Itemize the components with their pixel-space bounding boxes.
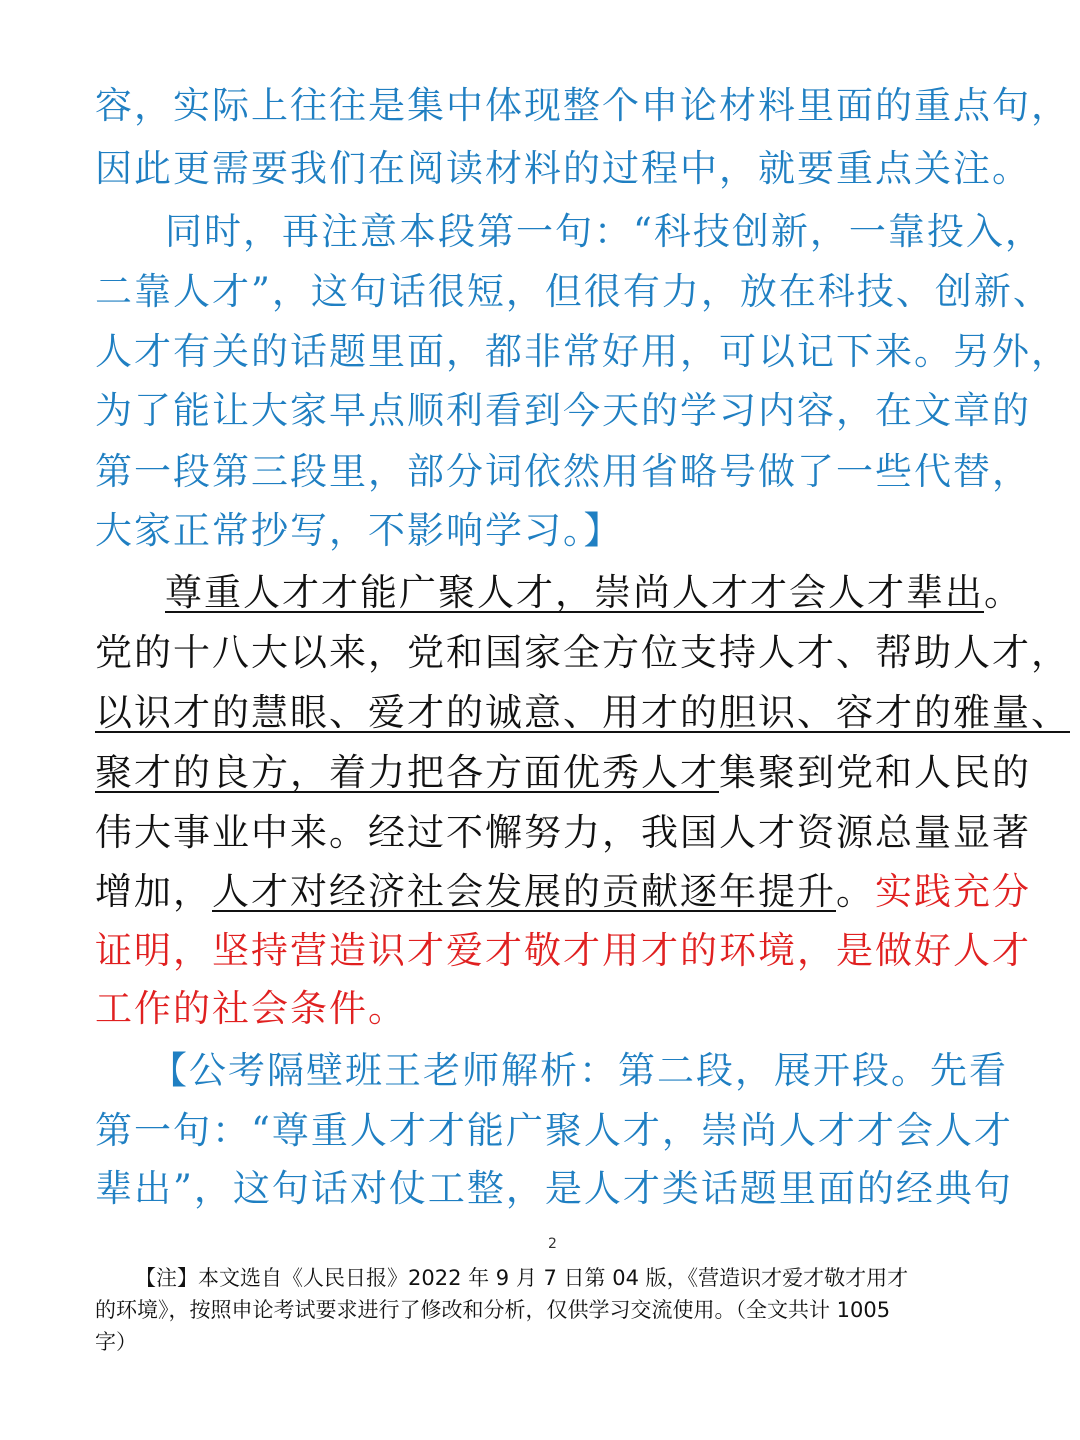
footnote-line: 的环境》，按照申论考试要求进行了修改和分析，仅供学习交流使用。（全文共计 1005: [95, 1298, 891, 1322]
underlined-phrase: 聚才的良方，着力把各方面优秀人才: [95, 751, 719, 794]
analysis-line: 【公考隔壁班王老师解析：第二段，展开段。先看: [150, 1049, 1008, 1092]
highlighted-conclusion: 证明，坚持营造识才爱才敬才用才的环境，是做好人才: [95, 929, 1031, 972]
text-span: 集聚到党和人民的: [719, 751, 1031, 794]
underlined-phrase: 尊重人才才能广聚人才，崇尚人才才会人才辈出: [165, 571, 984, 614]
paragraph-line: 伟大事业中来。经过不懈努力，我国人才资源总量显著: [95, 811, 1031, 854]
text-line: 容，实际上往往是集中体现整个申论材料里面的重点句，: [95, 84, 1070, 127]
punctuation: 。: [984, 571, 1023, 614]
analysis-line: 辈出”，这句话对仗工整，是人才类话题里面的经典句: [95, 1167, 1013, 1210]
highlighted-conclusion: 实践充分: [875, 870, 1031, 913]
text-line: 二靠人才”，这句话很短，但很有力，放在科技、创新、: [95, 270, 1052, 313]
text-line: 因此更需要我们在阅读材料的过程中，就要重点关注。: [95, 147, 1031, 190]
text-line: 同时，再注意本段第一句：“科技创新，一靠投入，: [165, 210, 1044, 253]
paragraph-line: [95, 747, 1031, 799]
footnote-line: 【注】本文选自《人民日报》2022 年 9 月 7 日第 04 版，《营造识才爱才敬才用才: [135, 1266, 909, 1290]
page-number: 2: [548, 1236, 557, 1252]
text-line: 第一段第三段里，部分词依然用省略号做了一些代替，: [95, 450, 1031, 493]
highlighted-conclusion: 工作的社会条件。: [95, 987, 407, 1030]
text-line: 人才有关的话题里面，都非常好用，可以记下来。另外，: [95, 330, 1070, 373]
paragraph-line: 党的十八大以来，党和国家全方位支持人才、帮助人才，: [95, 631, 1070, 674]
paragraph-line: [95, 687, 1070, 739]
text-line: 为了能让大家早点顺利看到今天的学习内容，在文章的: [95, 389, 1031, 432]
underlined-phrase: 以识才的慧眼、爱才的诚意、用才的胆识、容才的雅量、: [95, 691, 1070, 734]
paragraph-line: [95, 866, 1031, 918]
footnote-line: 字）: [95, 1330, 137, 1354]
text-span: 增加，: [95, 870, 212, 913]
paragraph-line: [165, 567, 1023, 619]
text-line: 大家正常抄写，不影响学习。】: [95, 509, 623, 552]
punctuation: 。: [836, 870, 875, 913]
underlined-phrase: 人才对经济社会发展的贡献逐年提升: [212, 870, 836, 913]
analysis-line: 第一句：“尊重人才才能广聚人才，崇尚人才才会人才: [95, 1109, 1013, 1152]
